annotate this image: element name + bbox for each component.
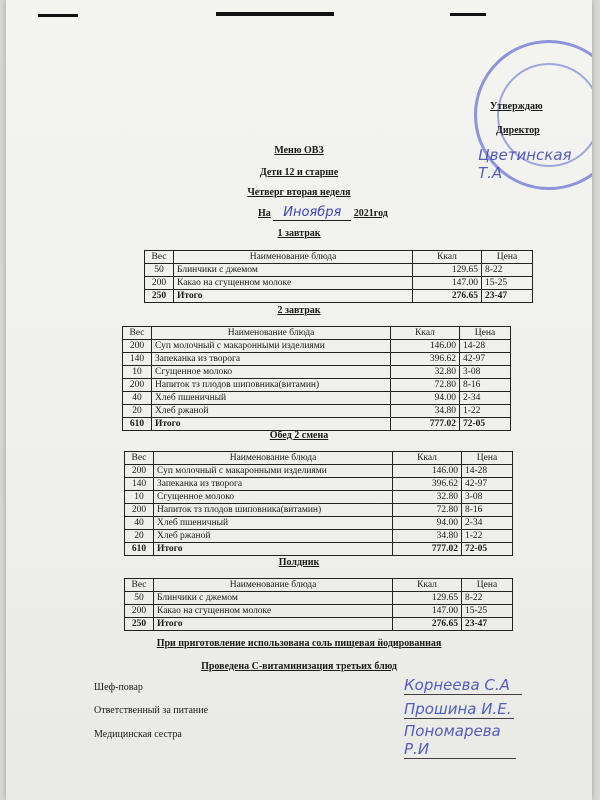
lunch-table: [124, 451, 513, 556]
cell-kcal: 32.80: [393, 491, 462, 504]
table-row: [123, 405, 511, 418]
table-row: [125, 592, 513, 605]
cell-weight: 200: [125, 504, 154, 517]
total-label: Итого: [152, 418, 391, 431]
table-header-row: [125, 579, 513, 592]
cell-price: 15-25: [462, 605, 513, 618]
cell-weight: 140: [125, 478, 154, 491]
total-row: [125, 543, 513, 556]
col-kcal: Ккал: [413, 251, 482, 264]
staff-signature-nutrition: Прошина И.Е.: [404, 700, 514, 719]
breakfast2-title: 2 завтрак: [277, 305, 321, 316]
cell-name: Сгущенное молоко: [154, 491, 393, 504]
cell-name: Запеканка из творога: [154, 478, 393, 491]
snack-title: Полдник: [278, 557, 320, 568]
cell-weight: 200: [125, 465, 154, 478]
cell-kcal: 396.62: [391, 353, 460, 366]
cell-weight: 200: [145, 277, 174, 290]
staff-role-nutrition: Ответственный за питание: [94, 705, 209, 716]
cell-weight: 10: [125, 491, 154, 504]
col-name: Наименование блюда: [154, 579, 393, 592]
approve-label: Утверждаю: [490, 101, 543, 112]
total-row: [125, 618, 513, 631]
table-row: [125, 465, 513, 478]
cell-name: Какао на сгущенном молоке: [174, 277, 413, 290]
staff-role-nurse: Медицинская сестра: [94, 729, 182, 740]
cell-price: 14-28: [460, 340, 511, 353]
document-sheet: [6, 0, 592, 800]
cell-price: 2-34: [462, 517, 513, 530]
cell-weight: 200: [125, 605, 154, 618]
total-label: Итого: [154, 543, 393, 556]
weekday: Четверг вторая неделя: [247, 187, 351, 198]
cell-kcal: 72.80: [393, 504, 462, 517]
cell-weight: 40: [125, 517, 154, 530]
breakfast1-table: [144, 250, 533, 303]
cell-price: 8-16: [460, 379, 511, 392]
cell-price: 1-22: [460, 405, 511, 418]
table-row: [123, 392, 511, 405]
cell-name: Запеканка из творога: [152, 353, 391, 366]
director-label: Директор: [496, 125, 540, 136]
cell-price: 3-08: [462, 491, 513, 504]
cell-kcal: 396.62: [393, 478, 462, 491]
total-weight: 610: [123, 418, 152, 431]
table-row: [123, 366, 511, 379]
top-edge-mark-right: [450, 13, 486, 16]
staff-signature-nurse: Пономарева Р.И: [404, 722, 516, 759]
staff-role-chef: Шеф-повар: [94, 682, 143, 693]
table-header-row: [125, 452, 513, 465]
col-weight: Вес: [123, 327, 152, 340]
col-kcal: Ккал: [393, 579, 462, 592]
cell-weight: 140: [123, 353, 152, 366]
table-row: [123, 353, 511, 366]
cell-name: Напиток тз плодов шиповника(витамин): [152, 379, 391, 392]
total-kcal: 276.65: [393, 618, 462, 631]
col-name: Наименование блюда: [152, 327, 391, 340]
cell-kcal: 146.00: [393, 465, 462, 478]
table-row: [125, 605, 513, 618]
total-weight: 250: [145, 290, 174, 303]
cell-weight: 20: [125, 530, 154, 543]
cell-kcal: 94.00: [391, 392, 460, 405]
col-weight: Вес: [125, 579, 154, 592]
date-year: 2021год: [353, 208, 388, 219]
table-row: [123, 379, 511, 392]
table-row: [123, 340, 511, 353]
table-header-row: [145, 251, 533, 264]
cell-name: Сгущенное молоко: [152, 366, 391, 379]
cell-kcal: 94.00: [393, 517, 462, 530]
total-kcal: 276.65: [413, 290, 482, 303]
table-row: [125, 491, 513, 504]
director-signature: Цветинская Т.А: [478, 146, 572, 182]
col-weight: Вес: [125, 452, 154, 465]
cell-price: 15-25: [482, 277, 533, 290]
cell-weight: 10: [123, 366, 152, 379]
total-price: 72-05: [460, 418, 511, 431]
col-weight: Вес: [145, 251, 174, 264]
lunch-title: Обед 2 смена: [269, 430, 329, 441]
breakfast2-table: [122, 326, 511, 431]
table-row: [145, 277, 533, 290]
col-price: Цена: [462, 452, 513, 465]
cell-kcal: 147.00: [413, 277, 482, 290]
cell-weight: 200: [123, 379, 152, 392]
children-age: Дети 12 и старше: [259, 167, 339, 178]
cell-weight: 40: [123, 392, 152, 405]
top-edge-mark-left: [38, 14, 78, 17]
total-price: 23-47: [482, 290, 533, 303]
total-label: Итого: [154, 618, 393, 631]
cell-name: Блинчики с джемом: [174, 264, 413, 277]
cell-kcal: 147.00: [393, 605, 462, 618]
cell-weight: 200: [123, 340, 152, 353]
staff-signature-chef: Корнеева С.А: [404, 676, 522, 695]
table-header-row: [123, 327, 511, 340]
total-price: 72-05: [462, 543, 513, 556]
cell-name: Блинчики с джемом: [154, 592, 393, 605]
top-edge-mark-center: [216, 12, 334, 16]
total-row: [145, 290, 533, 303]
total-price: 23-47: [462, 618, 513, 631]
cell-price: 8-22: [462, 592, 513, 605]
table-row: [125, 517, 513, 530]
cell-weight: 50: [125, 592, 154, 605]
cell-kcal: 32.80: [391, 366, 460, 379]
salt-note: При приготовление использована соль пищевая йодированная: [156, 638, 442, 649]
vitamin-note: Проведена С-витаминизация третьих блюд: [201, 661, 397, 672]
cell-kcal: 129.65: [393, 592, 462, 605]
cell-price: 2-34: [460, 392, 511, 405]
col-price: Цена: [462, 579, 513, 592]
table-row: [145, 264, 533, 277]
date-line: [258, 205, 388, 221]
cell-price: 8-16: [462, 504, 513, 517]
col-kcal: Ккал: [393, 452, 462, 465]
cell-name: Какао на сгущенном молоке: [154, 605, 393, 618]
cell-name: Хлеб пшеничный: [154, 517, 393, 530]
cell-kcal: 146.00: [391, 340, 460, 353]
total-label: Итого: [174, 290, 413, 303]
col-name: Наименование блюда: [154, 452, 393, 465]
col-name: Наименование блюда: [174, 251, 413, 264]
cell-name: Хлеб ржаной: [154, 530, 393, 543]
total-weight: 610: [125, 543, 154, 556]
cell-kcal: 34.80: [393, 530, 462, 543]
date-prefix: На: [258, 208, 271, 219]
cell-price: 42-97: [460, 353, 511, 366]
total-kcal: 777.02: [393, 543, 462, 556]
breakfast1-title: 1 завтрак: [277, 228, 321, 239]
total-kcal: 777.02: [391, 418, 460, 431]
table-row: [125, 530, 513, 543]
date-handwritten: Иноября: [273, 205, 351, 221]
cell-name: Суп молочный с макаронными изделиями: [152, 340, 391, 353]
total-row: [123, 418, 511, 431]
cell-price: 8-22: [482, 264, 533, 277]
total-weight: 250: [125, 618, 154, 631]
cell-price: 42-97: [462, 478, 513, 491]
cell-name: Хлеб пшеничный: [152, 392, 391, 405]
cell-price: 3-08: [460, 366, 511, 379]
cell-kcal: 34.80: [391, 405, 460, 418]
table-row: [125, 478, 513, 491]
cell-weight: 20: [123, 405, 152, 418]
cell-kcal: 129.65: [413, 264, 482, 277]
col-price: Цена: [482, 251, 533, 264]
menu-title: Меню ОВЗ: [274, 145, 324, 156]
col-price: Цена: [460, 327, 511, 340]
cell-kcal: 72.80: [391, 379, 460, 392]
cell-weight: 50: [145, 264, 174, 277]
cell-name: Напиток тз плодов шиповника(витамин): [154, 504, 393, 517]
cell-price: 1-22: [462, 530, 513, 543]
cell-name: Хлеб ржаной: [152, 405, 391, 418]
cell-name: Суп молочный с макаронными изделиями: [154, 465, 393, 478]
snack-table: [124, 578, 513, 631]
table-row: [125, 504, 513, 517]
col-kcal: Ккал: [391, 327, 460, 340]
cell-price: 14-28: [462, 465, 513, 478]
